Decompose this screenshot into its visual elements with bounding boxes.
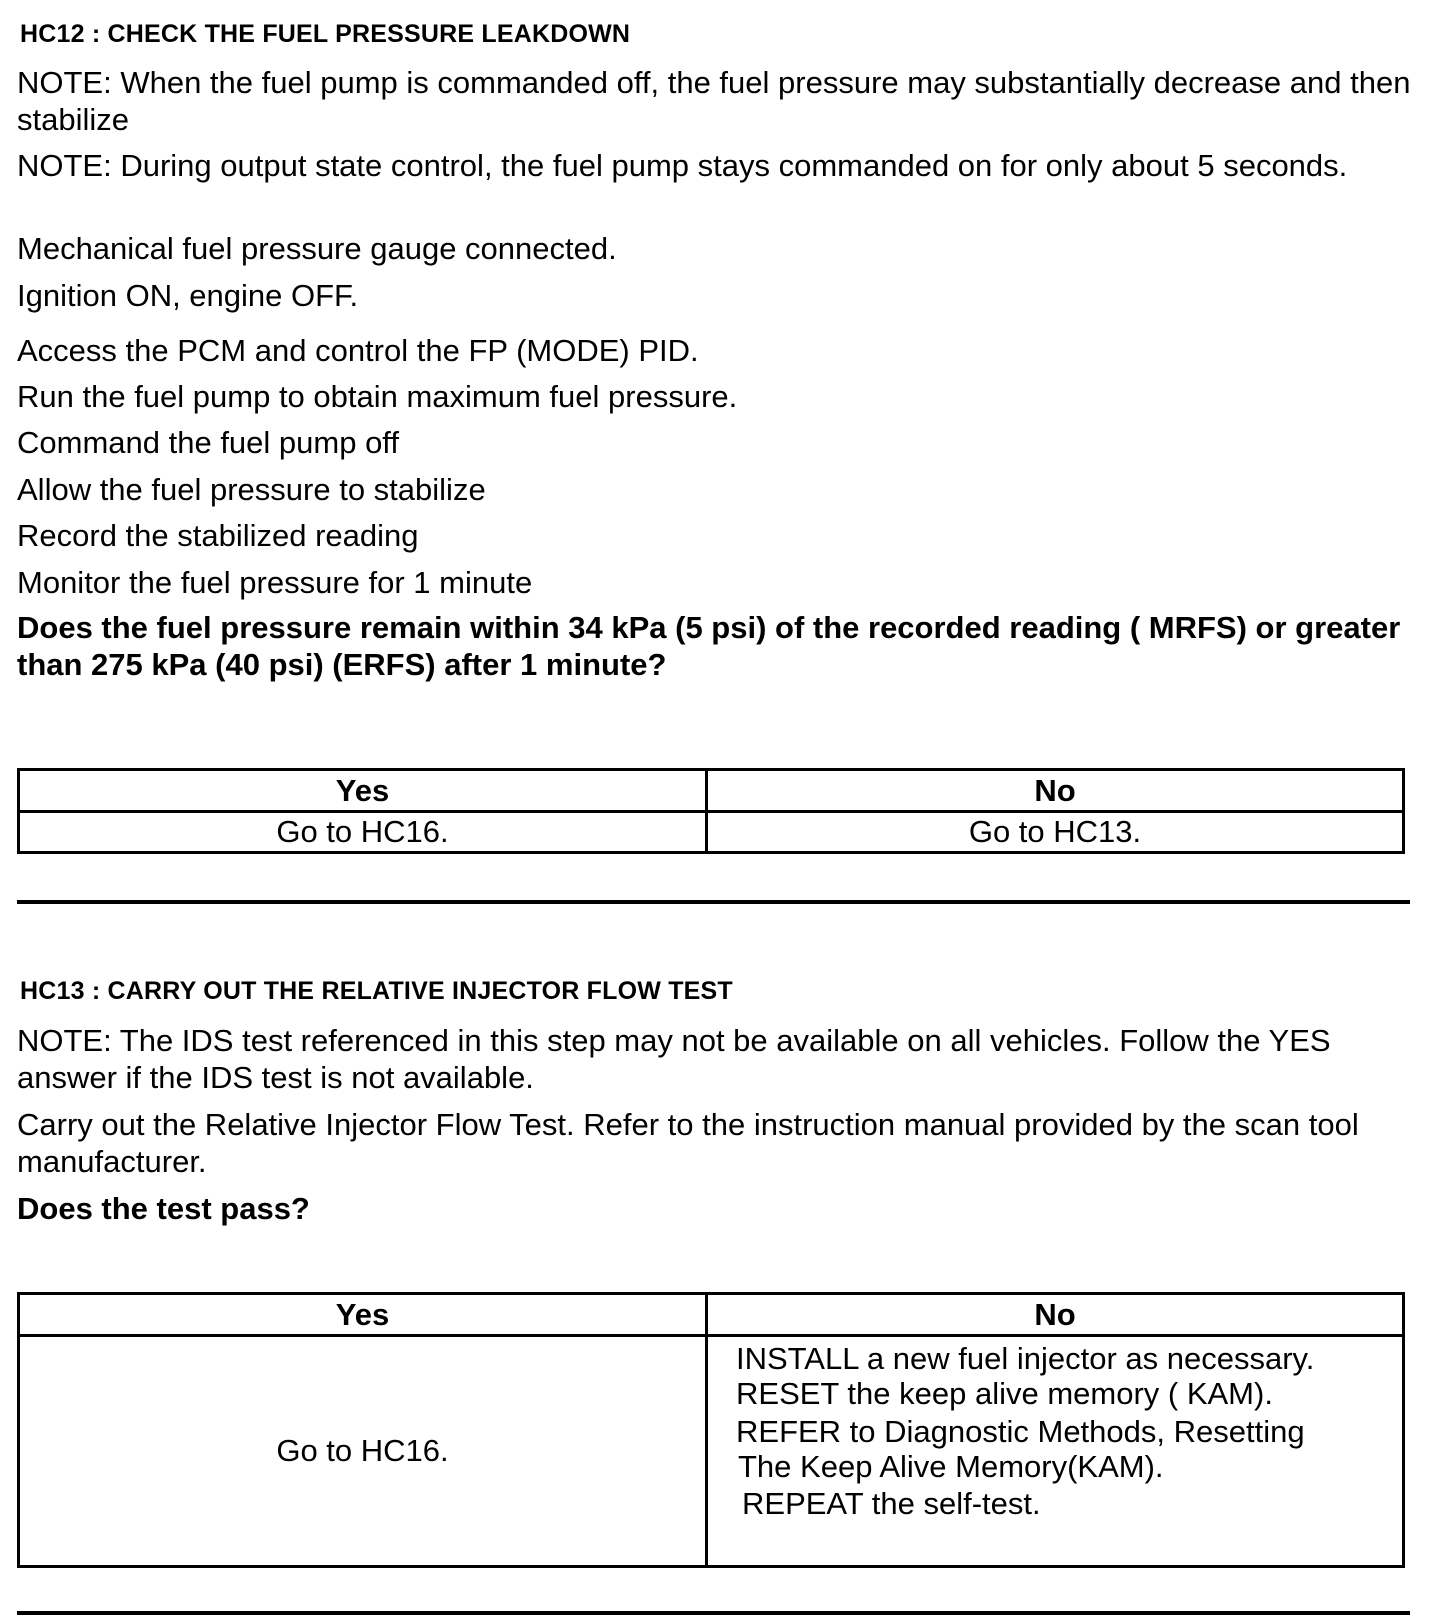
yes-action-link[interactable]: Go to HC16. <box>19 1336 707 1567</box>
no-action-repeat-self-test: REPEAT the self-test. <box>742 1486 1041 1521</box>
section-divider <box>17 900 1410 904</box>
decision-table-hc13 <box>17 1292 1405 1568</box>
no-header: No <box>707 1294 1404 1336</box>
step-text: Carry out the Relative Injector Flow Test. Refer to the instruction manual provided by the scan tool manufacturer. <box>17 1107 1359 1179</box>
step-run-fuel-pump: Run the fuel pump to obtain maximum fuel pressure. <box>17 379 738 414</box>
no-action-link[interactable]: Go to HC13. <box>707 812 1404 853</box>
note-output-state-control <box>17 147 1417 184</box>
note-fuel-pump-commanded-off <box>17 64 1417 138</box>
condition-gauge-connected: Mechanical fuel pressure gauge connected. <box>17 231 617 266</box>
step-relative-injector-flow-test <box>17 1106 1417 1180</box>
yes-header: Yes <box>19 1294 707 1336</box>
step-allow-stabilize: Allow the fuel pressure to stabilize <box>17 472 486 507</box>
condition-ignition-on: Ignition ON, engine OFF. <box>17 278 359 313</box>
note-text: NOTE: When the fuel pump is commanded off, the fuel pressure may substantially decrease and then stabilize <box>17 65 1411 137</box>
no-action-install-injector: INSTALL a new fuel injector as necessary. <box>736 1341 1315 1376</box>
no-action-refer-diagnostic-link[interactable]: REFER to Diagnostic Methods, Resetting <box>736 1414 1305 1449</box>
step-command-pump-off: Command the fuel pump off <box>17 425 399 460</box>
note-text: NOTE: During output state control, the fuel pump stays commanded on for only about 5 seconds. <box>17 148 1348 183</box>
question-text: Does the fuel pressure remain within 34 kPa (5 psi) of the recorded reading ( MRFS) or greater than 275 kPa (40 psi) (ERFS) after 1 minute? <box>17 610 1401 682</box>
yes-header: Yes <box>19 770 707 812</box>
question-hc13: Does the test pass? <box>17 1191 310 1226</box>
section-heading-hc12: HC12 : CHECK THE FUEL PRESSURE LEAKDOWN <box>20 20 631 48</box>
section-heading-hc13: HC13 : CARRY OUT THE RELATIVE INJECTOR FLOW TEST <box>20 977 733 1005</box>
no-action-keep-alive-memory: The Keep Alive Memory(KAM). <box>738 1449 1164 1484</box>
section-divider <box>17 1611 1410 1615</box>
decision-table-hc12 <box>17 768 1405 854</box>
step-access-pcm: Access the PCM and control the FP (MODE) PID. <box>17 333 699 368</box>
step-monitor-pressure: Monitor the fuel pressure for 1 minute <box>17 565 533 600</box>
note-text: NOTE: The IDS test referenced in this step may not be available on all vehicles. Follow the YES answer if the IDS test is not available. <box>17 1023 1331 1095</box>
no-action-cell <box>707 1336 1404 1567</box>
no-action-reset-kam: RESET the keep alive memory ( KAM). <box>736 1376 1273 1411</box>
question-hc12 <box>17 609 1417 683</box>
yes-action-link[interactable]: Go to HC16. <box>19 812 707 853</box>
no-header: No <box>707 770 1404 812</box>
note-ids-test <box>17 1022 1417 1096</box>
step-record-reading: Record the stabilized reading <box>17 518 419 553</box>
